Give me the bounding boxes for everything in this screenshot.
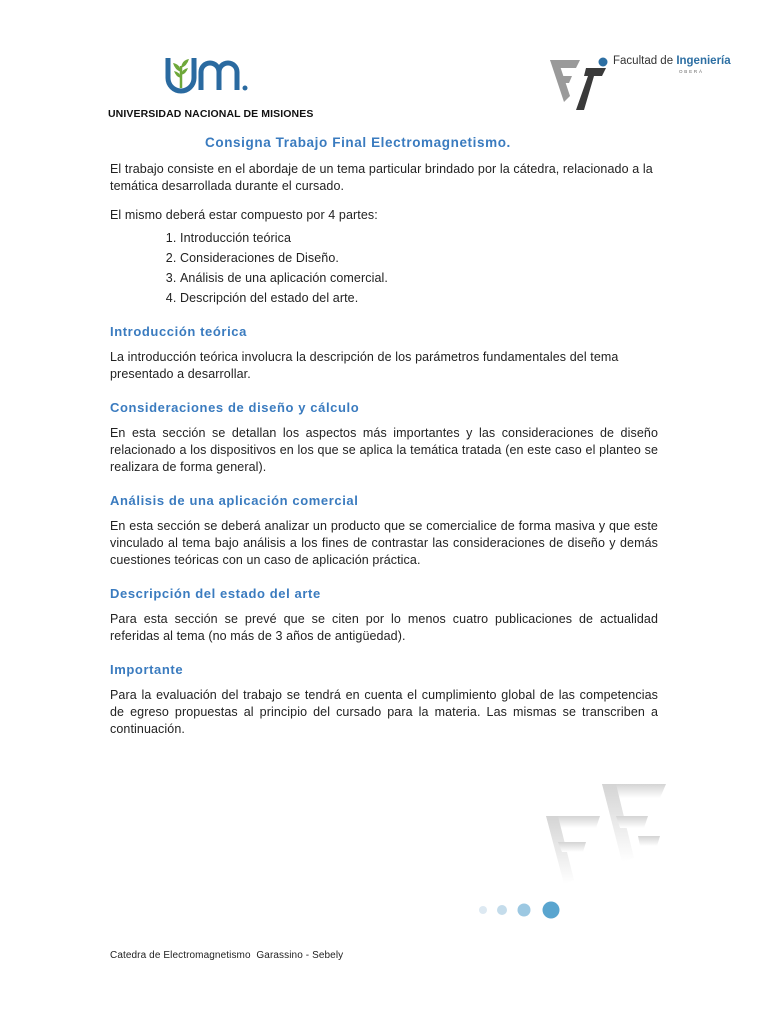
intro-paragraph-2: El mismo deberá estar compuesto por 4 partes: (110, 208, 378, 222)
section-text-commercial: En esta sección se deberá analizar un producto que se comercialice de forma masiva y que este vinculado al tema bajo análisis a los fines de contrastar las consideraciones de diseño y demás cuestiones teóricas con un caso de aplicación práctica. (110, 519, 658, 567)
fi-watermark-icon (540, 780, 670, 890)
section-text-state-of-art: Para esta sección se prevé que se citen por lo menos cuatro publicaciones de actualidad referidas al tema (no más de 3 años de antigüedad). (110, 612, 658, 643)
section-heading-important: Importante (110, 662, 184, 677)
list-item: 3. Análisis de una aplicación comercial. (180, 270, 658, 287)
section-heading-commercial: Análisis de una aplicación comercial (110, 493, 359, 508)
decorative-dots-icon (476, 898, 566, 922)
list-item: 4. Descripción del estado del arte. (180, 290, 658, 307)
um-logo-icon (163, 52, 253, 96)
intro-paragraph-1: El trabajo consiste en el abordaje de un tema particular brindado por la cátedra, relacionado a la temática desarrollada durante el cursado. (110, 162, 653, 193)
faculty-name-bold: Ingeniería (676, 55, 731, 67)
section-heading-state-of-art: Descripción del estado del arte (110, 586, 321, 601)
faculty-location: OBERÁ (679, 69, 704, 74)
faculty-prefix: Facultad de (613, 55, 674, 67)
list-item: 1. Introducción teórica (180, 230, 658, 247)
footer-text: Catedra de Electromagnetismo Garassino - Sebely (110, 950, 344, 961)
section-text-design: En esta sección se detallan los aspectos más importantes y las consideraciones de diseño relacionado a los dispositivos en los que se aplica la temática tratada (en este caso el planteo se realizara de forma general). (110, 426, 658, 474)
fi-logo-icon (546, 54, 612, 114)
section-text-intro: La introducción teórica involucra la descripción de los parámetros fundamentales del tema presentado a desarrollar. (110, 350, 619, 381)
document-title: Consigna Trabajo Final Electromagnetismo. (205, 135, 511, 150)
faculty-name (613, 55, 731, 67)
section-heading-design: Consideraciones de diseño y cálculo (110, 400, 360, 415)
document-body (110, 161, 658, 750)
list-item: 2. Consideraciones de Diseño. (180, 250, 658, 267)
section-heading-intro: Introducción teórica (110, 324, 247, 339)
parts-list (110, 230, 658, 307)
section-text-important: Para la evaluación del trabajo se tendrá en cuenta el cumplimiento global de las competencias de egreso propuestas al principio del cursado para la materia. Las mismas se transcriben a continuación. (110, 688, 658, 736)
university-name: UNIVERSIDAD NACIONAL DE MISIONES (108, 108, 314, 120)
